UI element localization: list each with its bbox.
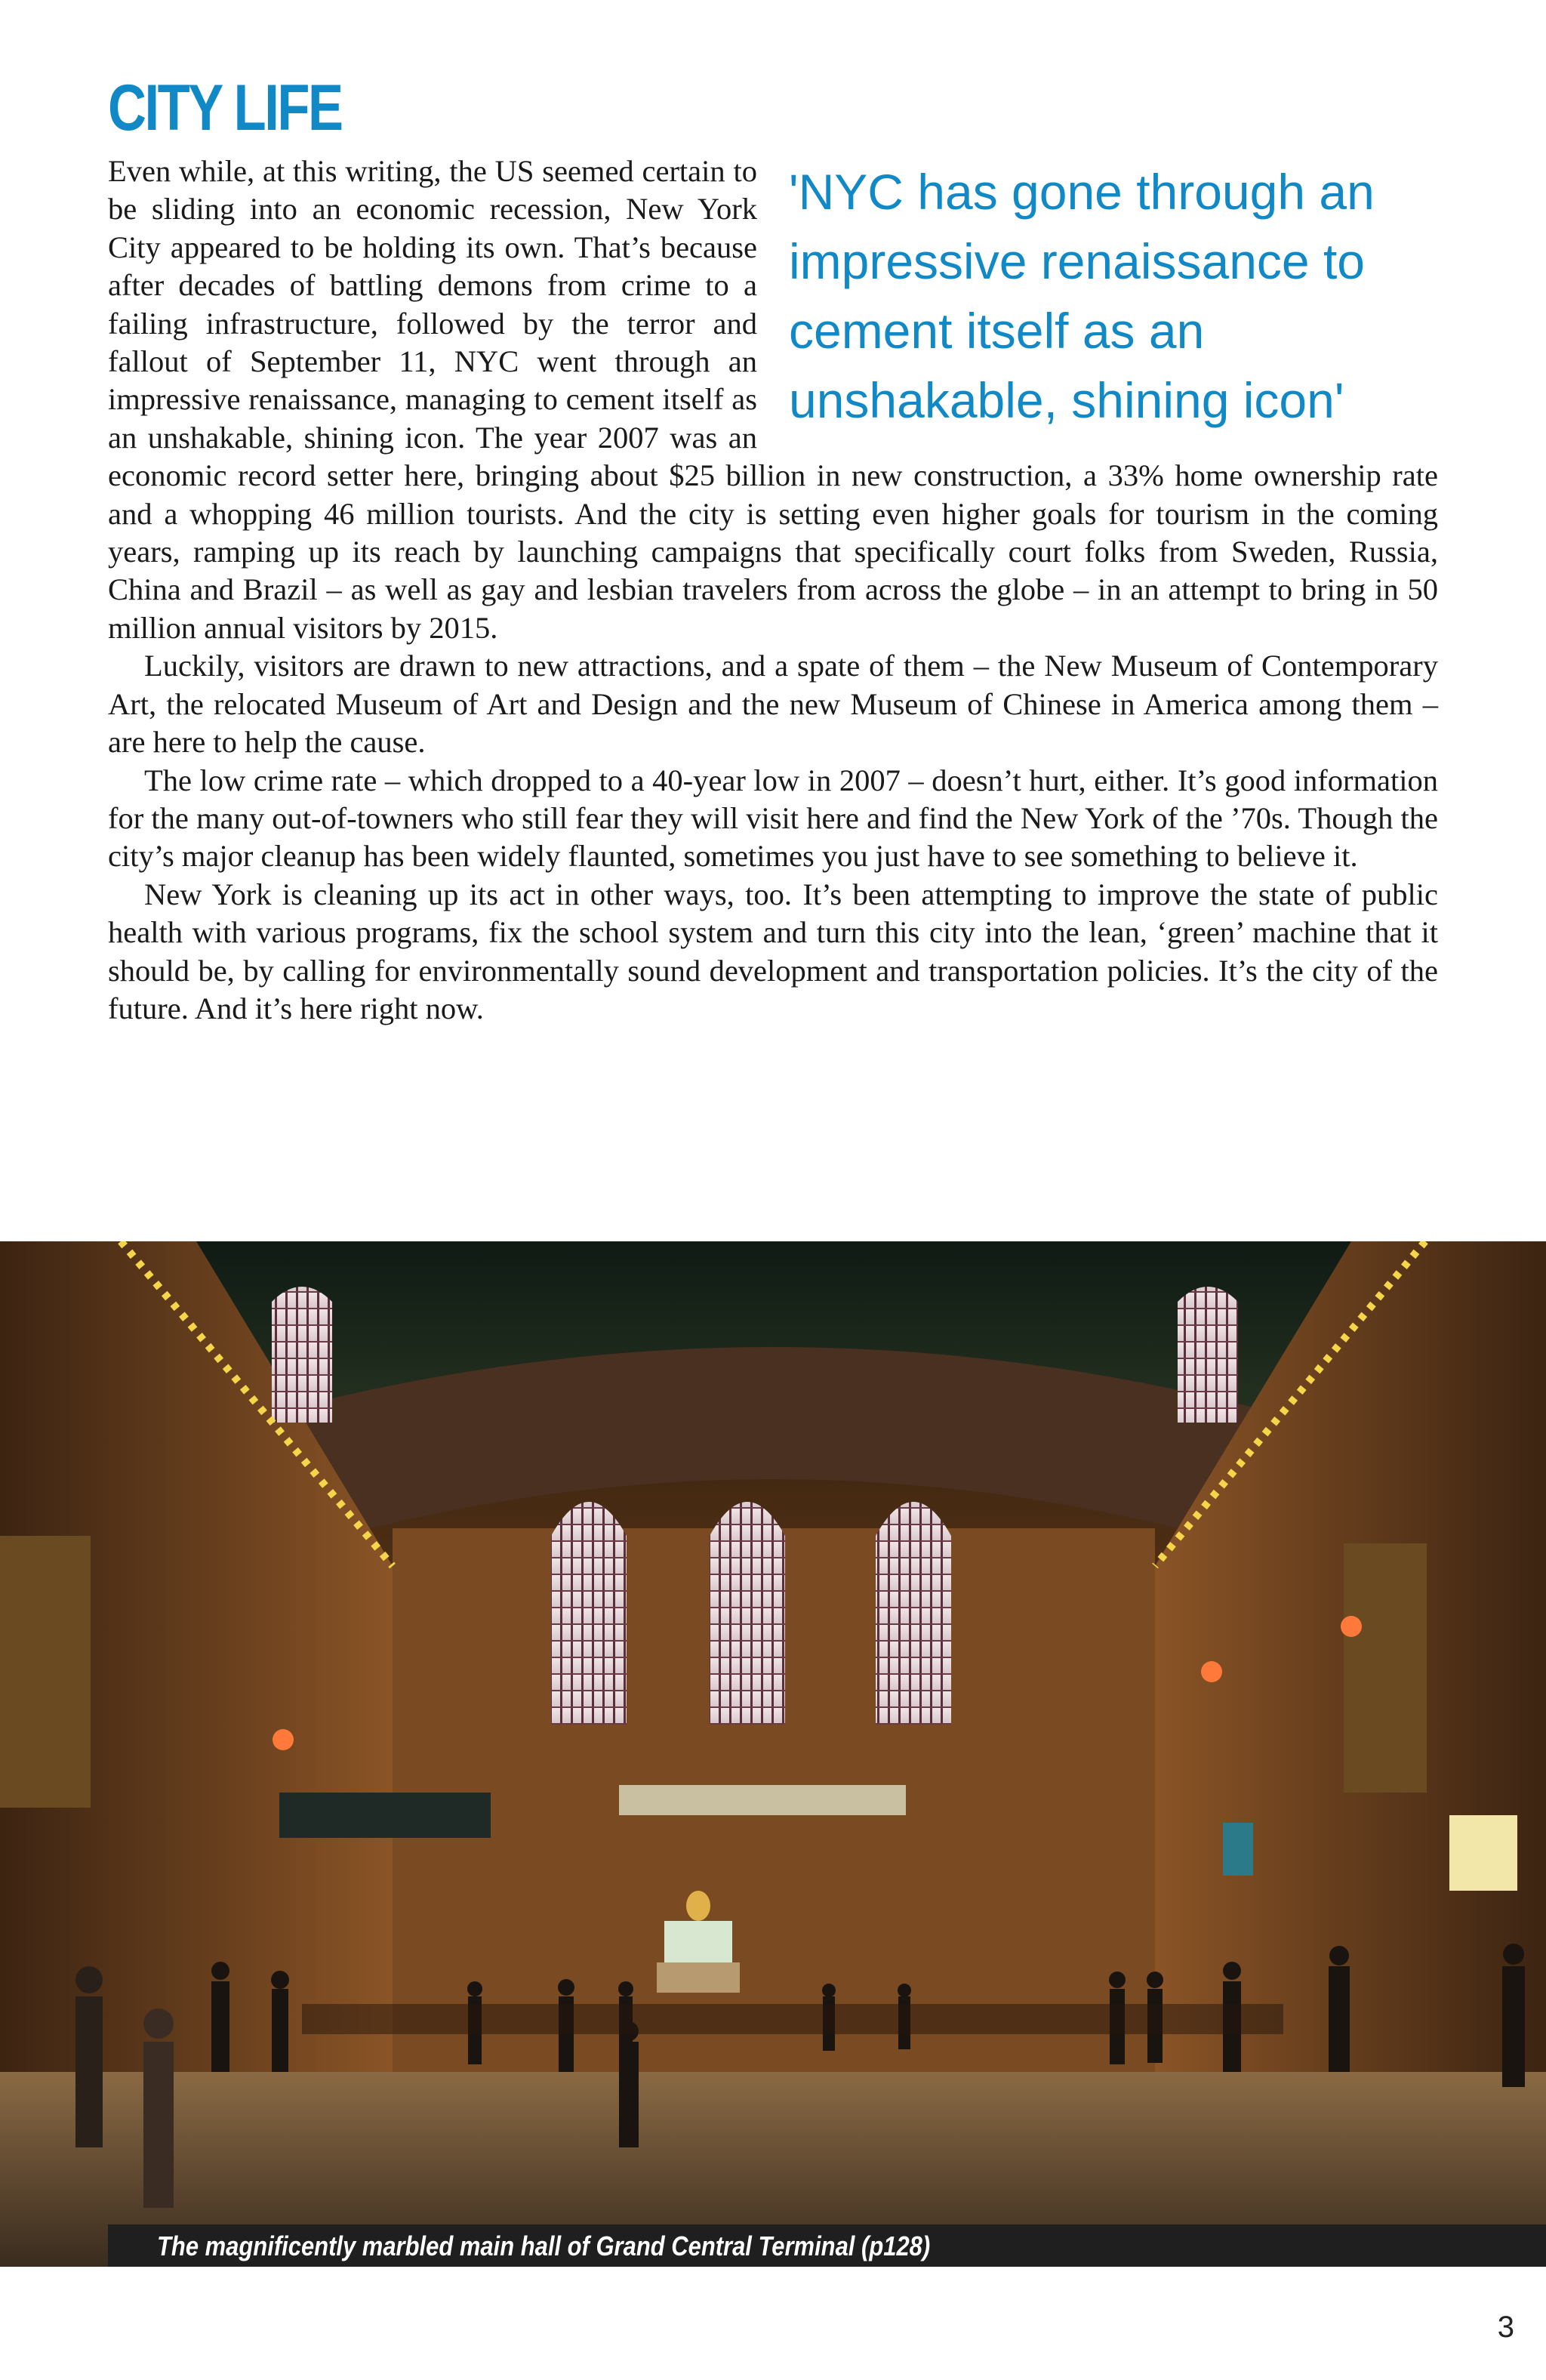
photo-caption-bar <box>108 2224 1546 2267</box>
section-heading: CITY LIFE <box>108 72 342 144</box>
paragraph: New York is cleaning up its act in other ways, too. It’s been attempting to improve the state of public health with various programs, fix the school system and turn this city into the lean, ‘green’ machine that it should be, by calling for environmentally sound development and transportation policies. It’s the city of the future. And it’s here right now. <box>108 877 1438 1025</box>
grand-central-photo <box>0 1241 1546 2267</box>
page-number: 3 <box>1497 2311 1514 2344</box>
photo-illustration <box>0 1241 1546 2267</box>
paragraph: Even while, at this writing, the US seemed certain to be sliding into an economic recession, New York City appeared to be holding its own. That’s because after decades of battling demons from crime to a failing infrastructure, followed by the terror and fallout of September 11, NYC went through an impressive renaissance, managing to cement itself as an unshakable, shining icon. The year 2007 was an economic record setter here, bringing about $25 billion in new construction, a 33% home ownership rate and a whopping 46 million tourists. And the city is setting even higher goals for tourism in the coming years, ramping up its reach by launching campaigns that specifically court folks from Sweden, Russia, China and Brazil – as well as gay and lesbian travelers from across the globe – in an attempt to bring in 50 million annual visitors by 2015. <box>108 154 1438 645</box>
paragraph: Luckily, visitors are drawn to new attractions, and a spate of them – the New Museum of Contemporary Art, the relocated Museum of Art and Design and the new Museum of Chinese in America among them – are here to help the cause. <box>108 649 1438 760</box>
photo-caption: The magnificently marbled main hall of Grand Central Terminal (p128) <box>157 2230 931 2261</box>
article-body <box>108 153 1438 1028</box>
pull-quote: 'NYC has gone through an impressive renaissance to cement itself as an unshakable, shining icon' <box>789 164 1375 428</box>
paragraph: The low crime rate – which dropped to a 40-year low in 2007 – doesn’t hurt, either. It’s good information for the many out-of-towners who still fear they will visit here and find the New York of the ’70s. Though the city’s major cleanup has been widely flaunted, sometimes you just have to see something to believe it. <box>108 763 1438 874</box>
